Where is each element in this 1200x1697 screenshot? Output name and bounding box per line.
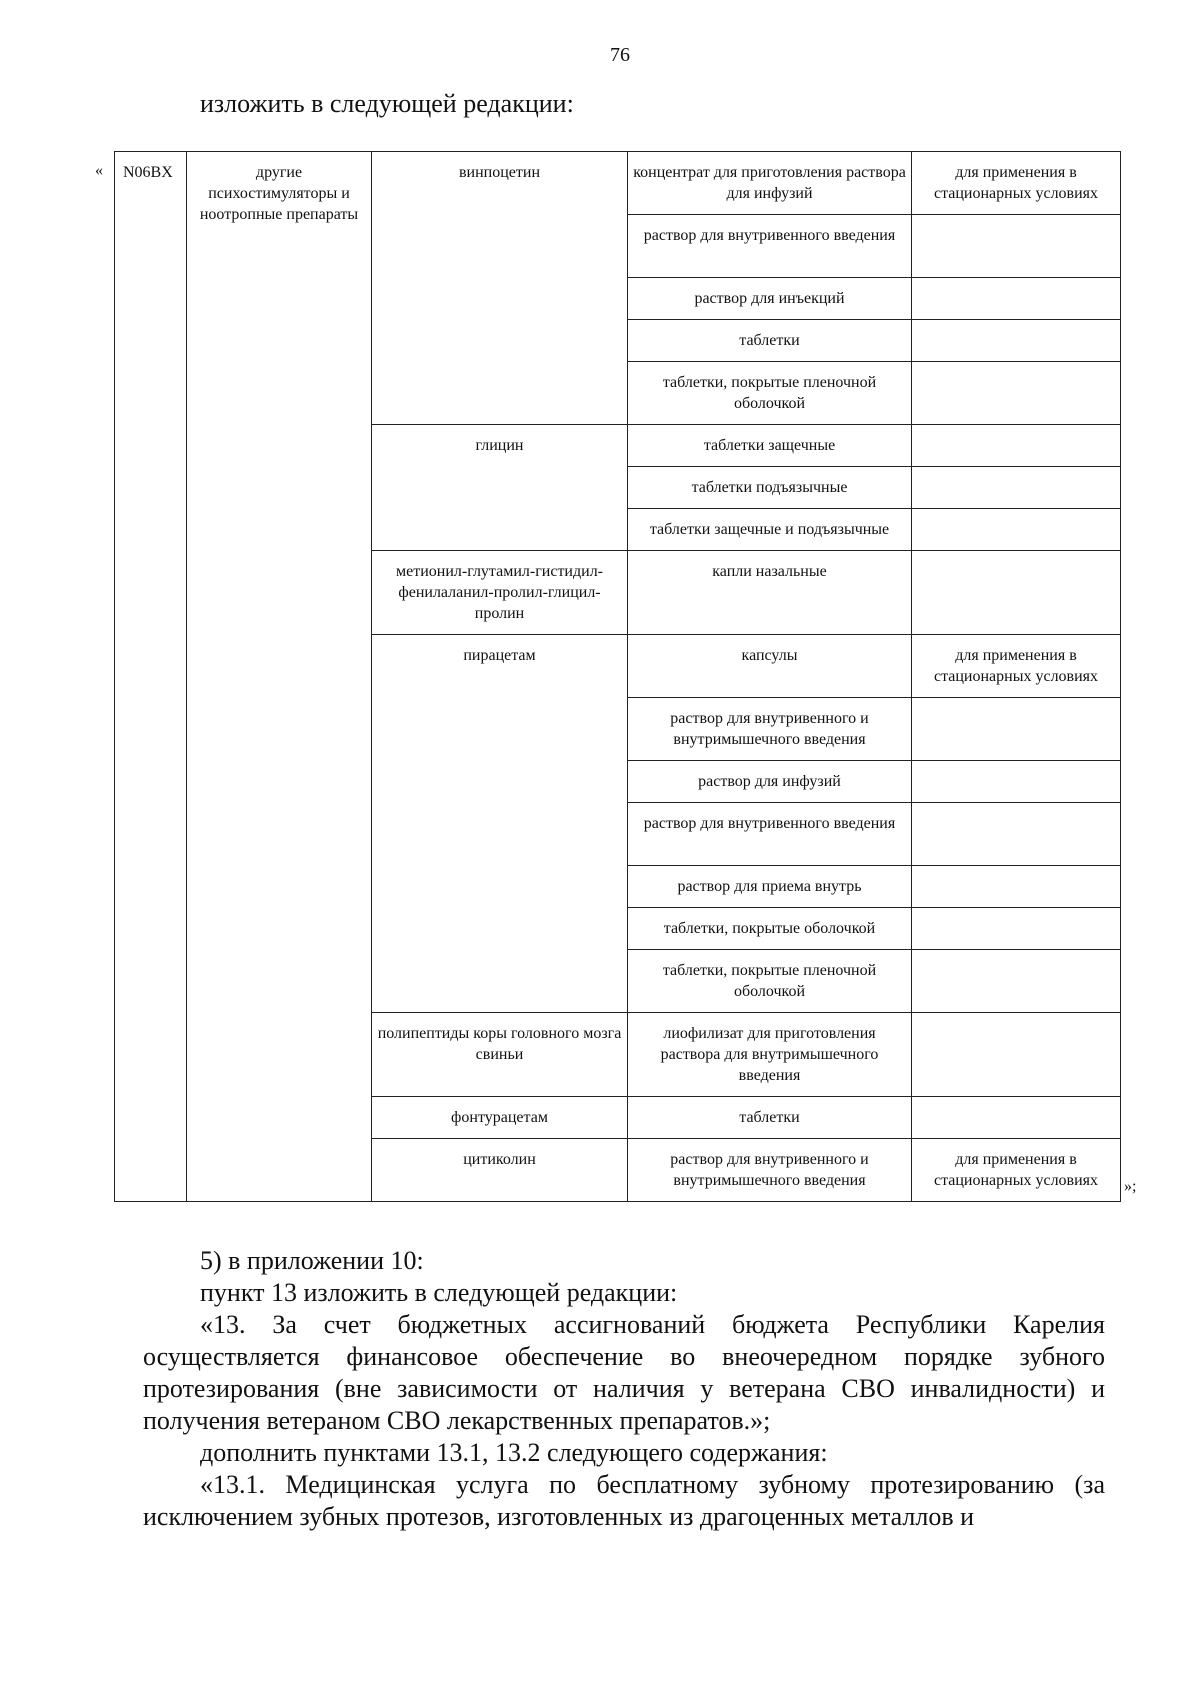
opening-quote: « bbox=[95, 162, 103, 179]
table-row bbox=[115, 152, 1121, 215]
dosage-form-cell: таблетки bbox=[628, 320, 912, 362]
dosage-form-cell: раствор для инфузий bbox=[628, 761, 912, 803]
paragraph: дополнить пунктами 13.1, 13.2 следующего содержания: bbox=[200, 1438, 828, 1467]
note-cell bbox=[912, 803, 1121, 866]
note-cell bbox=[912, 1097, 1121, 1139]
dosage-form-cell: таблетки, покрытые пленочной оболочкой bbox=[628, 362, 912, 425]
dosage-form-cell: раствор для внутривенного введения bbox=[628, 215, 912, 278]
paragraph: пункт 13 изложить в следующей редакции: bbox=[200, 1278, 678, 1307]
paragraph: «13. За счет бюджетных ассигнований бюджета Республики Карелия осуществляется финансовое обеспечение во внеочередном порядке зубного протезирования (вне зависимости от наличия у ветерана СВО инвалидности) и получения ветераном СВО лекарственных препаратов.»; bbox=[143, 1310, 1105, 1435]
drug-name-cell: фонтурацетам bbox=[372, 1097, 628, 1139]
dosage-form-cell: раствор для внутривенного и внутримышечного введения bbox=[628, 1139, 912, 1202]
note-cell bbox=[912, 551, 1121, 635]
note-cell: для применения в стационарных условиях bbox=[912, 1139, 1121, 1202]
page-number: 76 bbox=[610, 44, 630, 66]
dosage-form-cell: лиофилизат для приготовления раствора для внутримышечного введения bbox=[628, 1013, 912, 1097]
dosage-form-cell: таблетки, покрытые пленочной оболочкой bbox=[628, 950, 912, 1013]
note-cell bbox=[912, 320, 1121, 362]
dosage-form-cell: раствор для внутривенного и внутримышечного введения bbox=[628, 698, 912, 761]
dosage-form-cell: таблетки защечные и подъязычные bbox=[628, 509, 912, 551]
note-cell bbox=[912, 278, 1121, 320]
dosage-form-cell: таблетки подъязычные bbox=[628, 467, 912, 509]
note-cell bbox=[912, 908, 1121, 950]
note-cell bbox=[912, 950, 1121, 1013]
drug-table-body bbox=[115, 152, 1121, 1202]
atc-code-cell: N06BX bbox=[115, 152, 187, 1202]
note-cell bbox=[912, 761, 1121, 803]
dosage-form-cell: раствор для инъекций bbox=[628, 278, 912, 320]
drug-name-cell: пирацетам bbox=[372, 635, 628, 1013]
drug-table bbox=[114, 151, 1121, 1202]
dosage-form-cell: раствор для внутривенного введения bbox=[628, 803, 912, 866]
intro-line: изложить в следующей редакции: bbox=[200, 89, 574, 118]
note-cell bbox=[912, 1013, 1121, 1097]
note-cell bbox=[912, 215, 1121, 278]
paragraph: «13.1. Медицинская услуга по бесплатному зубному протезированию (за исключением зубных протезов, изготовленных из драгоценных металлов и bbox=[143, 1470, 1105, 1531]
drug-name-cell: полипептиды коры головного мозга свиньи bbox=[372, 1013, 628, 1097]
note-cell: для применения в стационарных условиях bbox=[912, 635, 1121, 698]
dosage-form-cell: таблетки bbox=[628, 1097, 912, 1139]
drug-name-cell: цитиколин bbox=[372, 1139, 628, 1202]
note-cell bbox=[912, 698, 1121, 761]
paragraph: 5) в приложении 10: bbox=[200, 1246, 424, 1275]
note-cell bbox=[912, 467, 1121, 509]
dosage-form-cell: капсулы bbox=[628, 635, 912, 698]
drug-name-cell: винпоцетин bbox=[372, 152, 628, 425]
dosage-form-cell: раствор для приема внутрь bbox=[628, 866, 912, 908]
body-text bbox=[143, 1245, 1105, 1533]
note-cell bbox=[912, 509, 1121, 551]
dosage-form-cell: таблетки, покрытые оболочкой bbox=[628, 908, 912, 950]
closing-quote: »; bbox=[1124, 1178, 1137, 1195]
drug-name-cell: метионил-глутамил-гистидил-фенилаланил-пролил-глицил-пролин bbox=[372, 551, 628, 635]
note-cell bbox=[912, 425, 1121, 467]
dosage-form-cell: таблетки защечные bbox=[628, 425, 912, 467]
drug-name-cell: глицин bbox=[372, 425, 628, 551]
dosage-form-cell: концентрат для приготовления раствора для инфузий bbox=[628, 152, 912, 215]
note-cell bbox=[912, 362, 1121, 425]
atc-group-cell: другие психостимуляторы и ноотропные препараты bbox=[187, 152, 372, 1202]
note-cell bbox=[912, 866, 1121, 908]
dosage-form-cell: капли назальные bbox=[628, 551, 912, 635]
note-cell: для применения в стационарных условиях bbox=[912, 152, 1121, 215]
